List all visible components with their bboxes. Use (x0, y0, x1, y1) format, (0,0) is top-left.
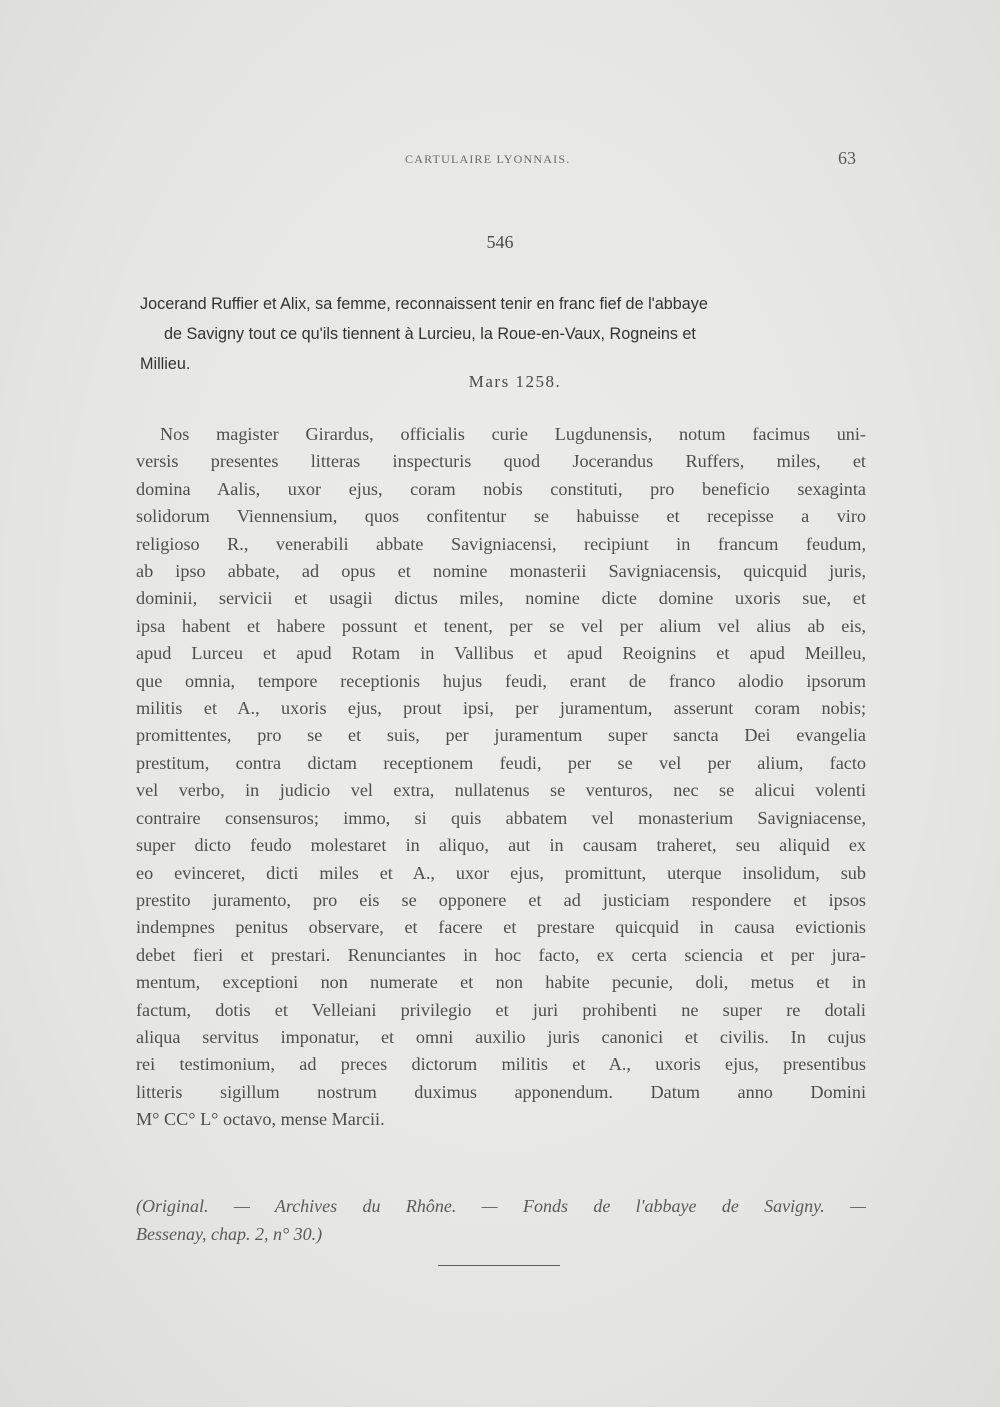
text-line: religioso R., venerabili abbate Savigniacensi, recipiunt in francum feudum, (136, 533, 866, 554)
text-line: ipsa habent et habere possunt et tenent, per se vel per alium vel alius ab eis, (136, 615, 866, 636)
charter-summary (140, 289, 865, 379)
source-citation (136, 1192, 866, 1248)
running-title: CARTULAIRE LYONNAIS. (405, 152, 571, 166)
summary-line: Millieu. (140, 355, 191, 373)
charter-date: Mars 1258. (468, 372, 562, 391)
text-line: aliqua servitus imponatur, et omni auxilio juris canonici et civilis. In cujus (136, 1026, 866, 1047)
text-line: litteris sigillum nostrum duximus apponendum. Datum anno Domini (136, 1081, 866, 1102)
summary-line: de Savigny tout ce qu'ils tiennent à Lurcieu, la Roue-en-Vaux, Rogneins et (164, 325, 696, 343)
text-line: domina Aalis, uxor ejus, coram nobis constituti, pro beneficio sexaginta (136, 478, 866, 499)
text-line: ab ipso abbate, ad opus et nomine monasterii Savigniacensis, quicquid juris, (136, 561, 866, 582)
text-line: rei testimonium, ad preces dictorum militis et A., uxoris ejus, presentibus (136, 1054, 866, 1075)
text-line: prestitum, contra dictam receptionem feudi, per se vel per alium, facto (136, 752, 866, 773)
source-line: (Original. — Archives du Rhône. — Fonds de l'abbaye de Savigny. — (136, 1196, 866, 1216)
page-number: 63 (838, 148, 856, 168)
charter-text (136, 421, 866, 1134)
text-line: militis et A., uxoris ejus, prout ipsi, per juramentum, asserunt coram nobis; (136, 698, 866, 719)
text-line: vel verbo, in judicio vel extra, nullatenus se venturos, nec se alicui volenti (136, 780, 866, 801)
text-line: Nos magister Girardus, officialis curie Lugdunensis, notum facimus uni- (160, 424, 866, 444)
text-line: promittentes, pro se et suis, per juramentum super sancta Dei evangelia (136, 725, 866, 746)
charter-number: 546 (486, 232, 514, 252)
text-line: apud Lurceu et apud Rotam in Vallibus et apud Reoignins et apud Meilleu, (136, 643, 866, 664)
text-line: indempnes penitus observare, et facere et prestare quicquid in causa evictionis (136, 917, 866, 938)
text-line: M° CC° L° octavo, mense Marcii. (136, 1109, 385, 1130)
text-line: mentum, exceptioni non numerate et non habite pecunie, doli, metus et in (136, 972, 866, 993)
text-line: contraire consensuros; immo, si quis abbatem vel monasterium Savigniacense, (136, 807, 866, 828)
text-line: que omnia, tempore receptionis hujus feudi, erant de franco alodio ipsorum (136, 670, 866, 691)
end-rule (438, 1265, 560, 1266)
source-line: Bessenay, chap. 2, n° 30.) (136, 1224, 323, 1244)
text-line: factum, dotis et Velleiani privilegio et juri prohibenti ne super re dotali (136, 999, 866, 1020)
text-line: super dicto feudo molestaret in aliquo, aut in causam traheret, seu aliquid ex (136, 835, 866, 856)
text-line: solidorum Viennensium, quos confitentur se habuisse et recepisse a viro (136, 506, 866, 527)
text-line: debet fieri et prestari. Renunciantes in hoc facto, ex certa sciencia et per jura- (136, 944, 866, 965)
text-line: prestito juramento, pro eis se opponere et ad justiciam respondere et ipsos (136, 889, 866, 910)
text-line: eo evinceret, dicti miles et A., uxor ejus, promittunt, uterque insolidum, sub (136, 862, 866, 883)
text-line: versis presentes litteras inspecturis quod Jocerandus Ruffers, miles, et (136, 451, 866, 472)
summary-line: Jocerand Ruffier et Alix, sa femme, reconnaissent tenir en franc fief de l'abbaye (140, 295, 708, 313)
text-line: dominii, servicii et usagii dictus miles, nomine dicte domine uxoris sue, et (136, 588, 866, 609)
